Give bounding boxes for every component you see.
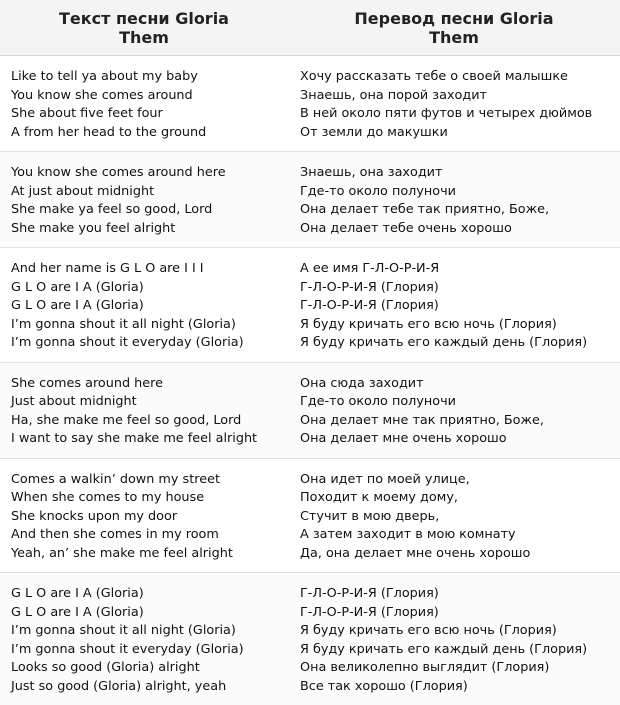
translated-line: Она великолепно выглядит (Глория)	[300, 659, 620, 678]
original-title: Текст песни Gloria	[0, 9, 288, 28]
original-line: Looks so good (Gloria) alright	[11, 659, 288, 678]
translated-line: Знаешь, она заходит	[300, 164, 620, 183]
translated-line: Г-Л-О-Р-И-Я (Глория)	[300, 585, 620, 604]
translation-title: Перевод песни Gloria	[288, 9, 620, 28]
original-line: Just about midnight	[11, 393, 288, 412]
original-line: I’m gonna shout it all night (Gloria)	[11, 622, 288, 641]
original-line: I’m gonna shout it all night (Gloria)	[11, 316, 288, 335]
original-line: I’m gonna shout it everyday (Gloria)	[11, 334, 288, 353]
verse-row	[0, 248, 620, 363]
original-verse	[0, 458, 288, 573]
translated-verse	[288, 248, 620, 363]
translated-line: А ее имя Г-Л-О-Р-И-Я	[300, 260, 620, 279]
original-artist: Them	[0, 28, 288, 47]
translated-line: Где-то около полуночи	[300, 183, 620, 202]
original-line: She about five feet four	[11, 105, 288, 124]
original-line: You know she comes around here	[11, 164, 288, 183]
original-verse	[0, 573, 288, 705]
original-line: She knocks upon my door	[11, 508, 288, 527]
translated-line: Где-то около полуночи	[300, 393, 620, 412]
verses	[0, 56, 620, 705]
translated-line: А затем заходит в мою комнату	[300, 526, 620, 545]
original-line: At just about midnight	[11, 183, 288, 202]
original-line: You know she comes around	[11, 87, 288, 106]
original-line: And her name is G L O are I I I	[11, 260, 288, 279]
original-line: I’m gonna shout it everyday (Gloria)	[11, 641, 288, 660]
original-line: She make ya feel so good, Lord	[11, 201, 288, 220]
verse-row	[0, 362, 620, 458]
original-line: A from her head to the ground	[11, 124, 288, 143]
translated-verse	[288, 152, 620, 248]
translated-line: Хочу рассказать тебе о своей малышке	[300, 68, 620, 87]
original-verse	[0, 152, 288, 248]
translated-line: Она делает тебе очень хорошо	[300, 220, 620, 239]
original-line: Just so good (Gloria) alright, yeah	[11, 678, 288, 697]
translated-line: Она делает мне так приятно, Боже,	[300, 412, 620, 431]
header-row	[0, 0, 620, 56]
original-lyrics-header	[0, 0, 288, 56]
original-line: When she comes to my house	[11, 489, 288, 508]
original-line: G L O are I A (Gloria)	[11, 604, 288, 623]
translated-line: Г-Л-О-Р-И-Я (Глория)	[300, 279, 620, 298]
original-line: G L O are I A (Gloria)	[11, 585, 288, 604]
verse-row	[0, 573, 620, 705]
translated-line: Г-Л-О-Р-И-Я (Глория)	[300, 297, 620, 316]
verse-row	[0, 458, 620, 573]
translated-line: В ней около пяти футов и четырех дюймов	[300, 105, 620, 124]
original-verse	[0, 56, 288, 152]
translation-header	[288, 0, 620, 56]
original-line: She make you feel alright	[11, 220, 288, 239]
translated-line: Я буду кричать его всю ночь (Глория)	[300, 316, 620, 335]
original-line: Like to tell ya about my baby	[11, 68, 288, 87]
verse-row	[0, 152, 620, 248]
translated-line: Походит к моему дому,	[300, 489, 620, 508]
translated-line: Знаешь, она порой заходит	[300, 87, 620, 106]
translated-line: Стучит в мою дверь,	[300, 508, 620, 527]
original-verse	[0, 362, 288, 458]
translated-line: Я буду кричать его всю ночь (Глория)	[300, 622, 620, 641]
translated-verse	[288, 362, 620, 458]
verse-row	[0, 56, 620, 152]
translated-line: Г-Л-О-Р-И-Я (Глория)	[300, 604, 620, 623]
translated-line: Она идет по моей улице,	[300, 471, 620, 490]
translated-verse	[288, 458, 620, 573]
translated-line: Она делает мне очень хорошо	[300, 430, 620, 449]
translated-line: Я буду кричать его каждый день (Глория)	[300, 641, 620, 660]
original-line: And then she comes in my room	[11, 526, 288, 545]
translated-line: Я буду кричать его каждый день (Глория)	[300, 334, 620, 353]
original-verse	[0, 248, 288, 363]
original-line: G L O are I A (Gloria)	[11, 297, 288, 316]
translated-verse	[288, 573, 620, 705]
translated-line: От земли до макушки	[300, 124, 620, 143]
translated-line: Она делает тебе так приятно, Боже,	[300, 201, 620, 220]
translated-line: Все так хорошо (Глория)	[300, 678, 620, 697]
original-line: Comes a walkin’ down my street	[11, 471, 288, 490]
translated-line: Она сюда заходит	[300, 375, 620, 394]
translated-line: Да, она делает мне очень хорошо	[300, 545, 620, 564]
original-line: She comes around here	[11, 375, 288, 394]
translation-artist: Them	[288, 28, 620, 47]
original-line: Ha, she make me feel so good, Lord	[11, 412, 288, 431]
original-line: Yeah, an’ she make me feel alright	[11, 545, 288, 564]
original-line: I want to say she make me feel alright	[11, 430, 288, 449]
original-line: G L O are I A (Gloria)	[11, 279, 288, 298]
translated-verse	[288, 56, 620, 152]
